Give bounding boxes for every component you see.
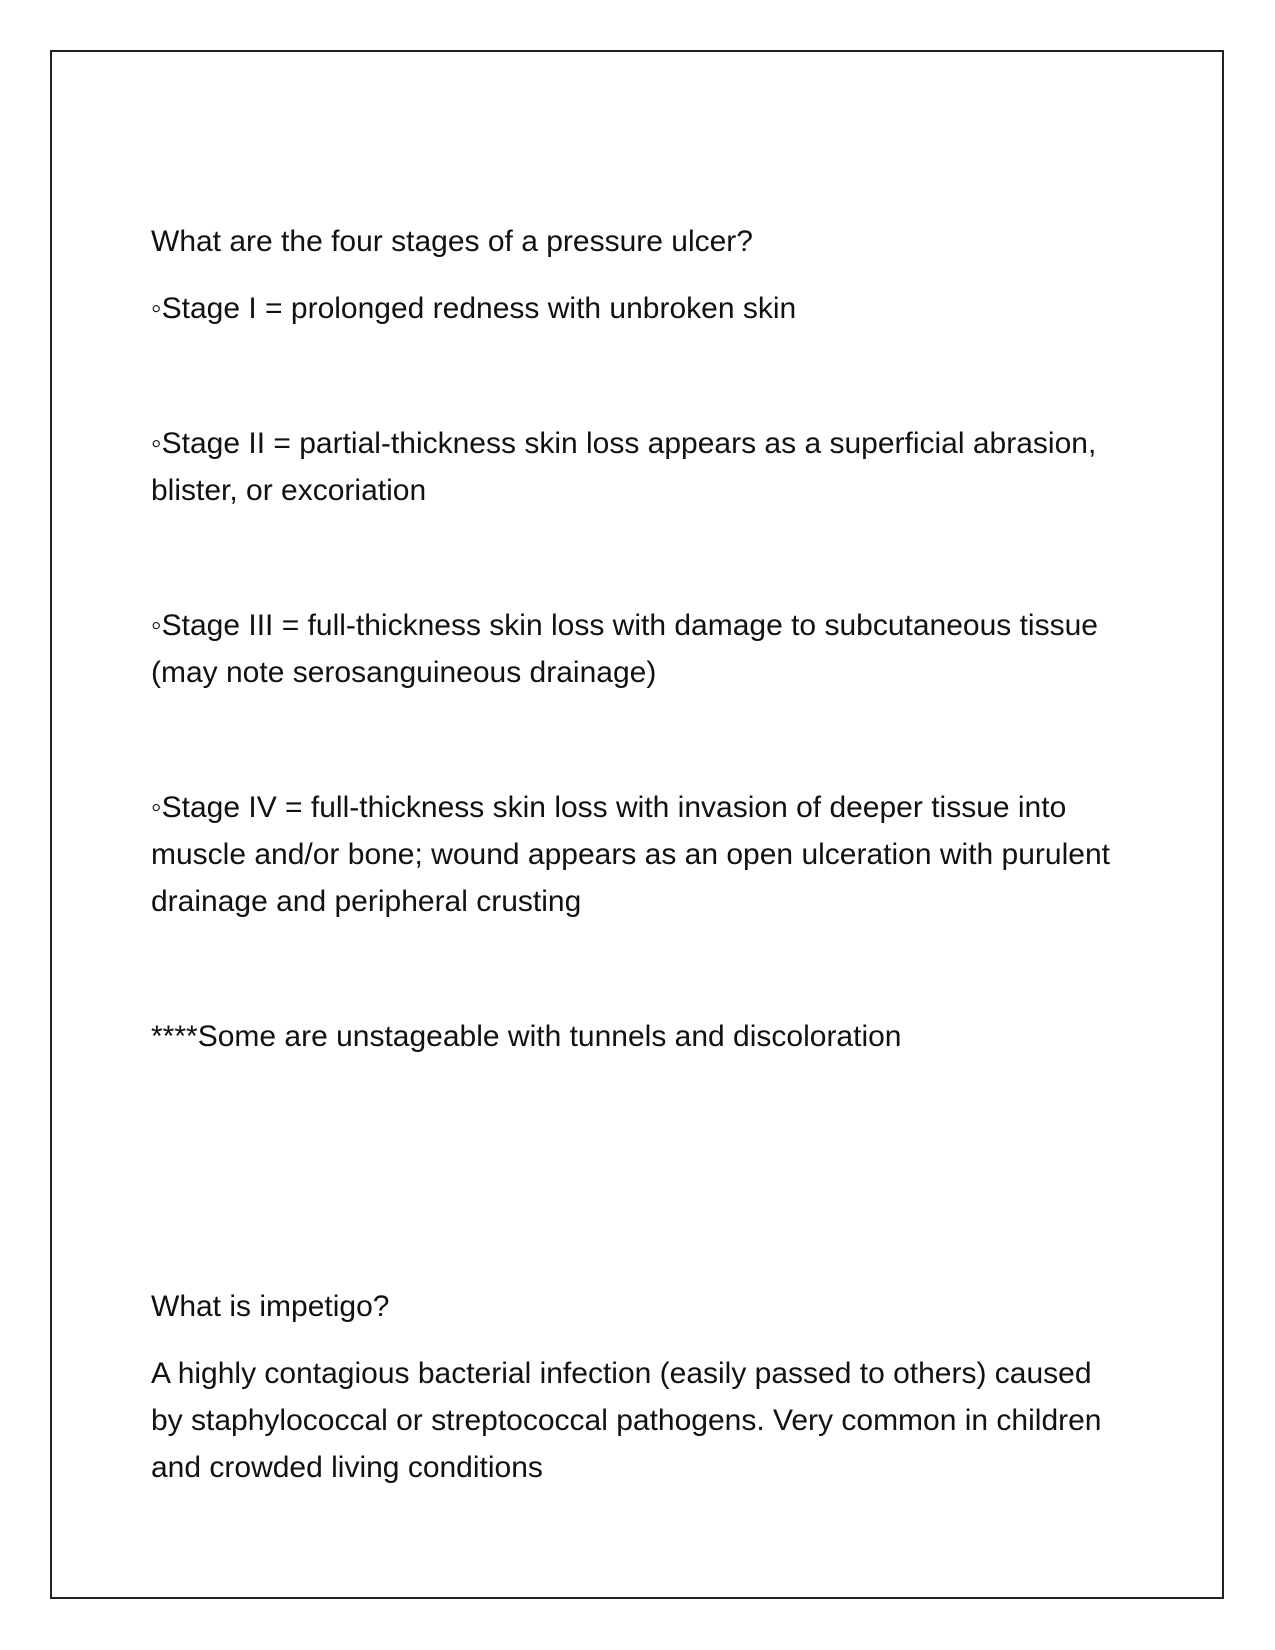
stage-4-answer: ◦Stage IV = full-thickness skin loss with invasion of deeper tissue into muscle and/or bone; wound appears as an open ulceration with purulent drainage and peripheral crusting	[151, 791, 1110, 918]
stage-1-answer: ◦Stage I = prolonged redness with unbroken skin	[151, 292, 797, 325]
question-pressure-ulcer: What are the four stages of a pressure ulcer?	[151, 225, 753, 258]
impetigo-answer: A highly contagious bacterial infection (easily passed to others) caused by staphylococcal or streptococcal pathogens. Very common in children and crowded living conditions	[151, 1357, 1102, 1484]
stage-2-answer: ◦Stage II = partial-thickness skin loss appears as a superficial abrasion, blister, or excoriation	[151, 427, 1097, 507]
stage-3-answer: ◦Stage III = full-thickness skin loss with damage to subcutaneous tissue (may note serosanguineous drainage)	[151, 609, 1098, 689]
question-impetigo: What is impetigo?	[151, 1290, 390, 1323]
flashcard-content	[151, 218, 1131, 1491]
unstageable-note: ****Some are unstageable with tunnels and discoloration	[151, 1020, 902, 1053]
